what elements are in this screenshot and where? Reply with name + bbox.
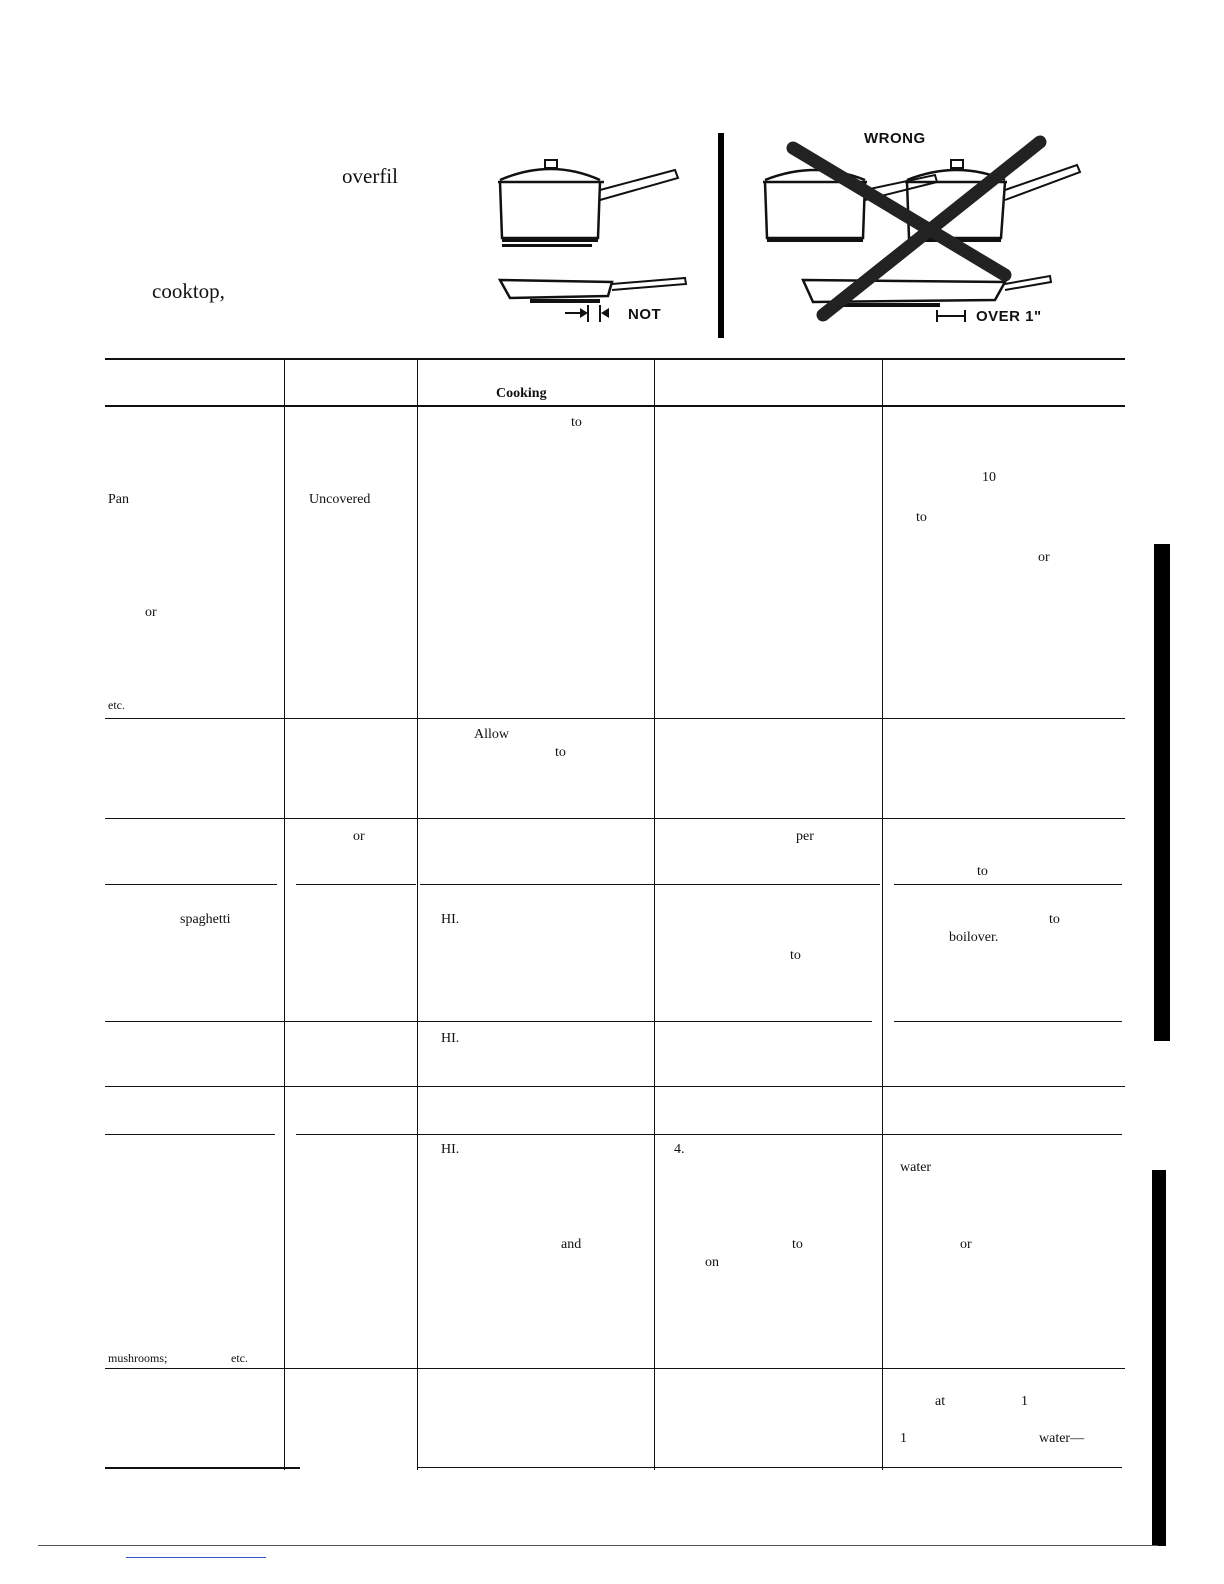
row-rule-3c — [420, 884, 880, 885]
col1-pan: Pan — [108, 492, 129, 507]
table-bottom-rule-b — [417, 1467, 1122, 1468]
col3-hi-1: HI. — [441, 912, 460, 927]
row-rule-6a — [105, 1134, 275, 1135]
row-rule-4b — [668, 1021, 872, 1022]
not-label: NOT — [628, 306, 662, 323]
col-divider-2 — [417, 358, 418, 1470]
row-rule-4 — [105, 1021, 670, 1022]
col5-or-1: or — [1038, 550, 1050, 565]
col3-to-2: to — [555, 745, 566, 760]
page-footer-rule — [38, 1545, 1158, 1546]
col5-at: at — [935, 1394, 946, 1409]
col4-per: per — [796, 829, 814, 844]
row-rule-3d — [894, 884, 1122, 885]
col5-to-2: to — [977, 864, 988, 879]
col5-or-2: or — [960, 1237, 972, 1252]
col4-to-2: to — [792, 1237, 803, 1252]
col4-step-4: 4. — [674, 1142, 685, 1157]
col1-etc: etc. — [108, 698, 125, 712]
col3-allow: Allow — [474, 727, 509, 742]
wrong-pan-illustration — [755, 130, 1095, 330]
col1-mushrooms: mushrooms; — [108, 1351, 168, 1365]
row-rule-5 — [105, 1086, 1125, 1087]
header-cooking: Cooking — [496, 386, 547, 401]
correct-pan-illustration — [490, 150, 705, 330]
col3-hi-3: HI. — [441, 1142, 460, 1157]
side-tab-bar-2 — [1152, 1170, 1166, 1546]
col5-to-1: to — [916, 510, 927, 525]
row-rule-6b — [296, 1134, 1122, 1135]
row-rule-4c — [894, 1021, 1122, 1022]
row-rule-2 — [105, 818, 1125, 819]
col-divider-1 — [284, 358, 285, 1470]
col-divider-4 — [882, 358, 883, 1470]
col5-ten: 10 — [982, 470, 996, 485]
col5-water-2: water— — [1039, 1431, 1085, 1446]
over-one-inch-label: OVER 1" — [976, 308, 1042, 325]
wrong-title: WRONG — [864, 130, 926, 147]
col4-on: on — [705, 1255, 719, 1270]
col3-to-1: to — [571, 415, 582, 430]
col5-boilover: boilover. — [949, 930, 999, 945]
table-header-rule — [105, 405, 1125, 407]
col4-to-1: to — [790, 948, 801, 963]
side-tab-bar-1 — [1154, 544, 1170, 1041]
col1-etc-2: etc. — [231, 1351, 248, 1365]
col5-to-3: to — [1049, 912, 1060, 927]
col1-spaghetti: spaghetti — [180, 912, 231, 927]
col5-water-1: water — [900, 1160, 932, 1175]
col3-and: and — [561, 1237, 582, 1252]
col2-uncovered: Uncovered — [309, 492, 371, 507]
col2-or: or — [353, 829, 365, 844]
row-rule-7 — [105, 1368, 1125, 1369]
col5-one-1: 1 — [1021, 1394, 1028, 1409]
footer-link-underline — [126, 1557, 266, 1558]
col3-hi-2: HI. — [441, 1031, 460, 1046]
col1-or: or — [145, 605, 157, 620]
table-top-rule — [105, 358, 1125, 360]
row-rule-3a — [105, 884, 277, 885]
illustration-divider — [718, 133, 724, 338]
col-divider-3 — [654, 358, 655, 1470]
table-bottom-rule — [105, 1467, 300, 1469]
row-rule-3b — [296, 884, 416, 885]
intro-text-overfill: overfil — [342, 164, 398, 188]
col5-one-2: 1 — [900, 1431, 907, 1446]
intro-text-cooktop: cooktop, — [152, 279, 225, 303]
row-rule-1 — [105, 718, 1125, 719]
